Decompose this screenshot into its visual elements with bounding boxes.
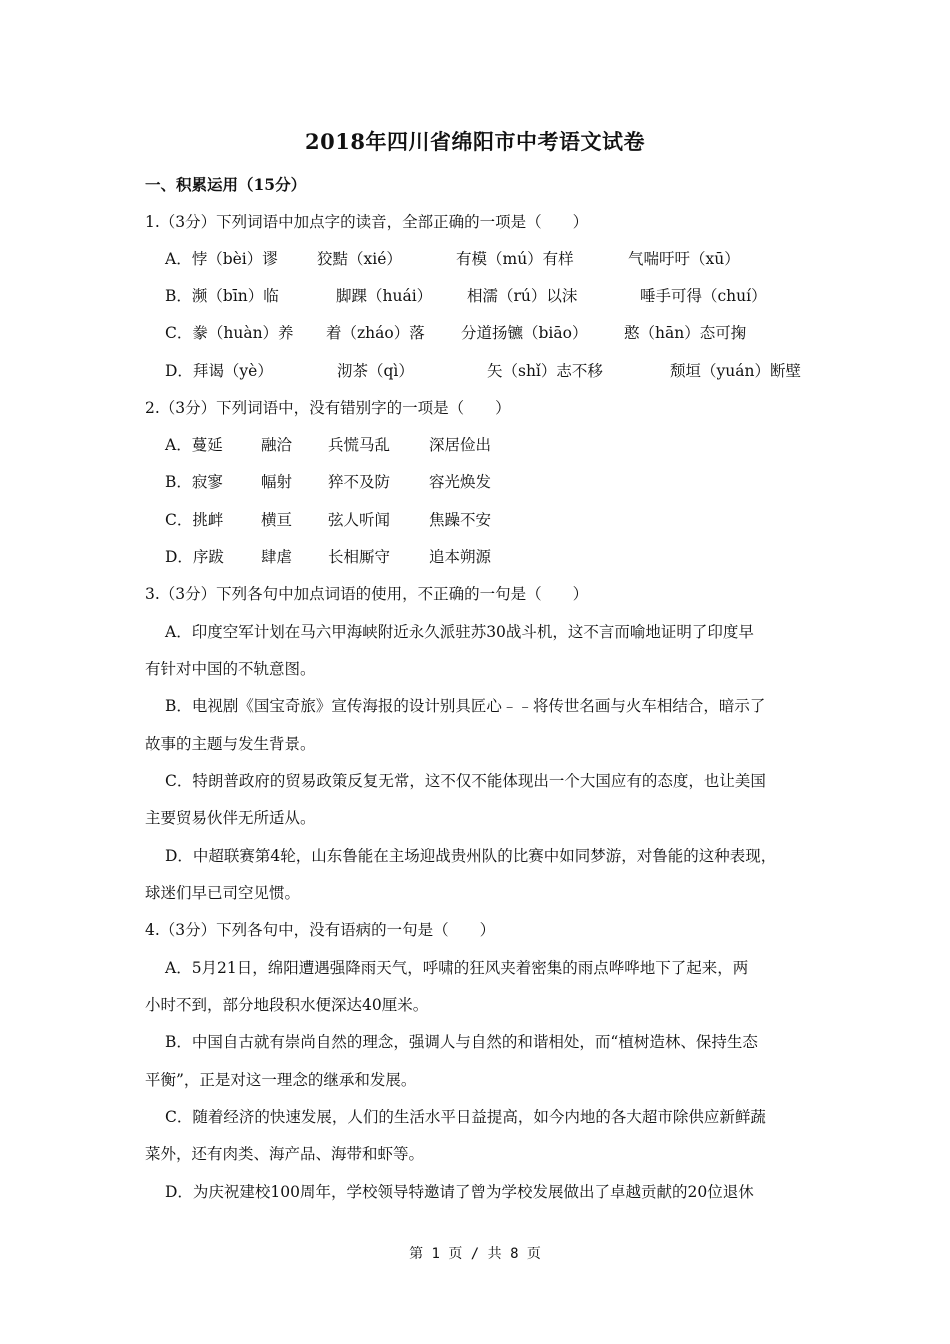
q1-d-item-3: 矢（shǐ）志不移 [487, 362, 603, 380]
q4-option-b-line1: B．中国自古就有崇尚自然的理念，强调人与自然的和谐相处，而“植树造林、保持生态 [165, 1033, 758, 1051]
q1-c-item-1: C．豢（huàn）养 [165, 324, 294, 342]
q3-option-a-line1: A．印度空军计划在马六甲海峡附近永久派驻苏30战斗机，这不言而喻地证明了印度早 [165, 623, 754, 641]
q4-option-c-line1: C．随着经济的快速发展，人们的生活水平日益提高，如今内地的各大超市除供应新鲜蔬 [165, 1108, 766, 1126]
q3-option-c-line1: C．特朗普政府的贸易政策反复无常，这不仅不能体现出一个大国应有的态度，也让美国 [165, 772, 766, 790]
q2-b-item-2: 幅射 [261, 473, 293, 491]
q3-option-c-line2: 主要贸易伙伴无所适从。 [145, 809, 316, 827]
question-3-stem: 3.（3分）下列各句中加点词语的使用，不正确的一句是（ ） [145, 585, 589, 603]
q2-a-item-4: 深居俭出 [429, 436, 492, 454]
q2-a-item-3: 兵慌马乱 [328, 436, 391, 454]
q2-a-item-1: A．蔓延 [165, 436, 223, 454]
page-footer: 第 1 页 / 共 8 页 [409, 1246, 541, 1262]
page-title: 2018年四川省绵阳市中考语文试卷 [305, 129, 645, 154]
q1-b-item-2: 脚踝（huái） [336, 287, 433, 305]
q3-option-b-line2: 故事的主题与发生背景。 [145, 735, 316, 753]
q4-option-d-line1: D．为庆祝建校100周年，学校领导特邀请了曾为学校发展做出了卓越贡献的20位退休 [165, 1183, 754, 1201]
question-4-stem: 4.（3分）下列各句中，没有语病的一句是（ ） [145, 921, 496, 939]
q1-a-item-1: A．悖（bèi）谬 [165, 250, 278, 268]
q4-option-a-line1: A．5月21日，绵阳遭遇强降雨天气，呼啸的狂风夹着密集的雨点哗哗地下了起来，两 [165, 959, 749, 977]
q1-b-item-1: B．濒（bīn）临 [165, 287, 279, 305]
q3-option-d-line1: D．中超联赛第4轮，山东鲁能在主场迎战贵州队的比赛中如同梦游，对鲁能的这种表现， [165, 847, 777, 865]
q1-c-item-3: 分道扬镳（biāo） [461, 324, 588, 342]
q1-a-item-4: 气喘吁吁（xū） [628, 250, 740, 268]
q2-b-item-1: B．寂寥 [165, 473, 223, 491]
q2-c-item-1: C．挑衅 [165, 511, 224, 529]
q1-b-item-3: 相濡（rú）以沫 [467, 287, 578, 305]
q2-d-item-1: D．序跋 [165, 548, 224, 566]
q3-option-d-line2: 球迷们早已司空见惯。 [145, 884, 301, 902]
q2-c-item-4: 焦躁不安 [429, 511, 492, 529]
q4-option-a-line2: 小时不到，部分地段积水便深达40厘米。 [145, 996, 429, 1014]
q2-b-item-4: 容光焕发 [429, 473, 492, 491]
q4-option-b-line2: 平衡”，正是对这一理念的继承和发展。 [145, 1071, 417, 1089]
q1-d-item-1: D．拜谒（yè） [165, 362, 273, 380]
q4-option-c-line2: 菜外，还有肉类、海产品、海带和虾等。 [145, 1145, 425, 1163]
q2-a-item-2: 融洽 [261, 436, 293, 454]
q1-c-item-2: 着（zháo）落 [326, 324, 425, 342]
q1-a-item-2: 狡黠（xié） [317, 250, 402, 268]
q2-c-item-2: 横亘 [261, 511, 293, 529]
question-2-stem: 2.（3分）下列词语中，没有错别字的一项是（ ） [145, 399, 511, 417]
q1-d-item-2: 沏茶（qì） [337, 362, 414, 380]
q1-a-item-3: 有模（mú）有样 [456, 250, 574, 268]
q2-d-item-2: 肆虐 [261, 548, 293, 566]
q3-option-a-line2: 有针对中国的不轨意图。 [145, 660, 316, 678]
q2-d-item-3: 长相厮守 [328, 548, 391, 566]
q1-c-item-4: 憨（hān）态可掬 [624, 324, 747, 342]
section-heading: 一、积累运用（15分） [145, 175, 307, 194]
question-1-stem: 1.（3分）下列词语中加点字的读音，全部正确的一项是（ ） [145, 213, 589, 231]
q3-option-b-line1: B．电视剧《国宝奇旅》宣传海报的设计别具匠心﹣﹣将传世名画与火车相结合，暗示了 [165, 697, 766, 715]
q1-b-item-4: 唾手可得（chuí） [640, 287, 767, 305]
q1-d-item-4: 颓垣（yuán）断壁 [670, 362, 801, 380]
q2-b-item-3: 猝不及防 [328, 473, 391, 491]
q2-c-item-3: 弦人听闻 [328, 511, 391, 529]
q2-d-item-4: 追本朔源 [429, 548, 492, 566]
